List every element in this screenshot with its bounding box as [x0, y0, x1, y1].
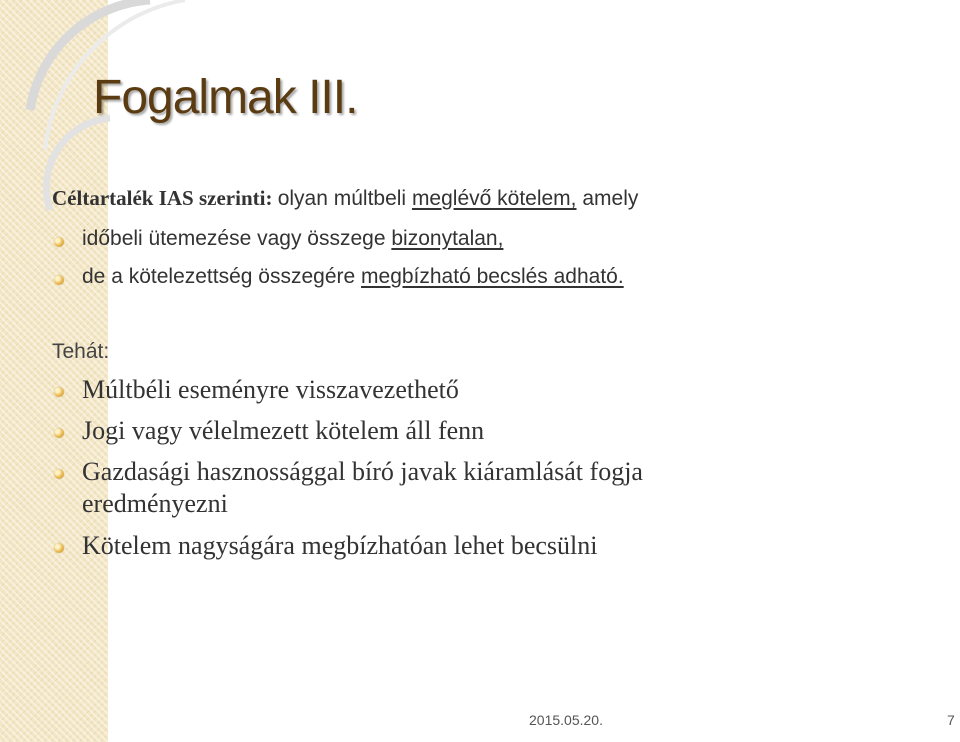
definition-term: Céltartalék IAS szerinti:: [52, 186, 273, 210]
tehat-label: Tehát:: [52, 340, 110, 363]
definition-text-b: meglévő kötelem,: [411, 187, 577, 210]
bullet-icon: [54, 543, 64, 553]
criterion-item-continuation: eredményezni: [82, 489, 228, 518]
criterion-item: Kötelem nagyságára megbízhatóan lehet becsülni: [82, 531, 598, 560]
slide-title: Fogalmak III.: [93, 71, 358, 124]
definition-bullet-text: időbeli ütemezése vagy összege: [82, 227, 392, 250]
definition-line: [52, 186, 638, 211]
definition-bullet-underlined: bizonytalan,: [391, 227, 504, 250]
bullet-icon: [54, 428, 64, 438]
criterion-item: Gazdasági hasznossággal bíró javak kiáramlását fogja: [82, 457, 643, 486]
definition-text-a: olyan múltbeli: [277, 187, 412, 210]
bullet-icon: [54, 469, 64, 479]
criterion-item: Jogi vagy vélelmezett kötelem áll fenn: [82, 416, 485, 445]
definition-bullet-text: de a kötelezettség összegére: [82, 265, 362, 288]
definition-bullet-underlined: megbízható becslés adható.: [361, 265, 624, 288]
bullet-icon: [54, 275, 64, 285]
page-number: 7: [947, 712, 955, 728]
footer-date: 2015.05.20.: [529, 712, 603, 728]
criterion-item: Múltbéli eseményre visszavezethető: [82, 375, 459, 404]
definition-text-c: amely: [576, 187, 639, 210]
definition-bullet: [82, 265, 624, 289]
decorative-arcs: [0, 0, 200, 260]
bullet-icon: [54, 237, 64, 247]
definition-bullet: [82, 227, 503, 251]
bullet-icon: [54, 387, 64, 397]
